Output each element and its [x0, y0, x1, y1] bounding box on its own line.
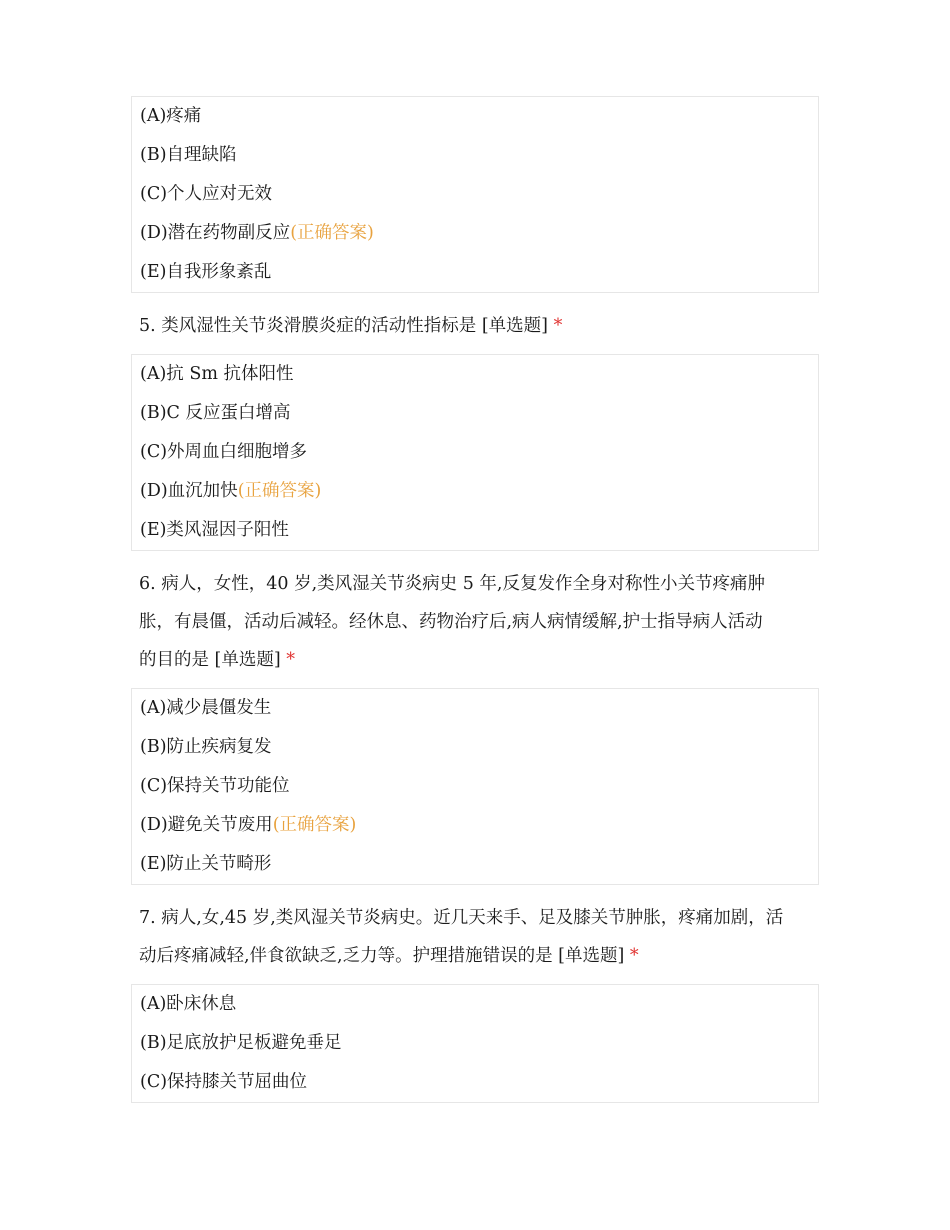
option-b[interactable]: (B)防止疾病复发	[140, 737, 272, 757]
question-line: 的目的是 [单选题] *	[139, 650, 296, 670]
quiz-page	[131, 96, 819, 1103]
option-d[interactable]: (D)血沉加快(正确答案)	[140, 481, 322, 501]
option-a[interactable]: (A)抗 Sm 抗体阳性	[140, 364, 294, 384]
option-e[interactable]: (E)类风湿因子阳性	[140, 520, 289, 540]
option-e[interactable]: (E)自我形象紊乱	[140, 262, 272, 282]
correct-answer-label: (正确答案)	[290, 223, 374, 243]
option-e[interactable]: (E)防止关节畸形	[140, 854, 272, 874]
question-text: 5. 类风湿性关节炎滑膜炎症的活动性指标是 [单选题]	[139, 316, 548, 336]
question-line: 动后疼痛减轻,伴食欲缺乏,乏力等。护理措施错误的是 [单选题] *	[139, 946, 639, 966]
option-d[interactable]: (D)避免关节废用(正确答案)	[140, 815, 357, 835]
question-5	[131, 293, 819, 354]
question-line: 胀，有晨僵，活动后减轻。经休息、药物治疗后,病人病情缓解,护士指导病人活动	[139, 612, 763, 632]
required-asterisk: *	[629, 946, 639, 966]
options-box-q7	[131, 984, 819, 1103]
question-6	[131, 551, 819, 688]
option-b[interactable]: (B)足底放护足板避免垂足	[140, 1033, 342, 1053]
option-c[interactable]: (C)外周血白细胞增多	[140, 442, 308, 462]
required-asterisk: *	[553, 316, 563, 336]
question-line: 7. 病人,女,45 岁,类风湿关节炎病史。近几天来手、足及膝关节肿胀，疼痛加剧，活	[139, 908, 784, 928]
option-c[interactable]: (C)保持关节功能位	[140, 776, 290, 796]
options-box-q4	[131, 96, 819, 293]
option-c[interactable]: (C)个人应对无效	[140, 184, 273, 204]
option-a[interactable]: (A)卧床休息	[140, 994, 237, 1014]
question-line: 6. 病人，女性，40 岁,类风湿关节炎病史 5 年,反复发作全身对称性小关节疼痛肿	[139, 574, 765, 594]
option-c[interactable]: (C)保持膝关节屈曲位	[140, 1072, 308, 1092]
correct-answer-label: (正确答案)	[272, 815, 357, 835]
required-asterisk: *	[286, 650, 296, 670]
option-b[interactable]: (B)C 反应蛋白增高	[140, 403, 291, 423]
option-a[interactable]: (A)疼痛	[140, 106, 202, 126]
options-box-q5	[131, 354, 819, 551]
option-a[interactable]: (A)减少晨僵发生	[140, 698, 272, 718]
options-box-q6	[131, 688, 819, 885]
question-7	[131, 885, 819, 984]
correct-answer-label: (正确答案)	[237, 481, 322, 501]
option-b[interactable]: (B)自理缺陷	[140, 145, 237, 165]
option-d[interactable]: (D)潜在药物副反应(正确答案)	[140, 223, 374, 243]
